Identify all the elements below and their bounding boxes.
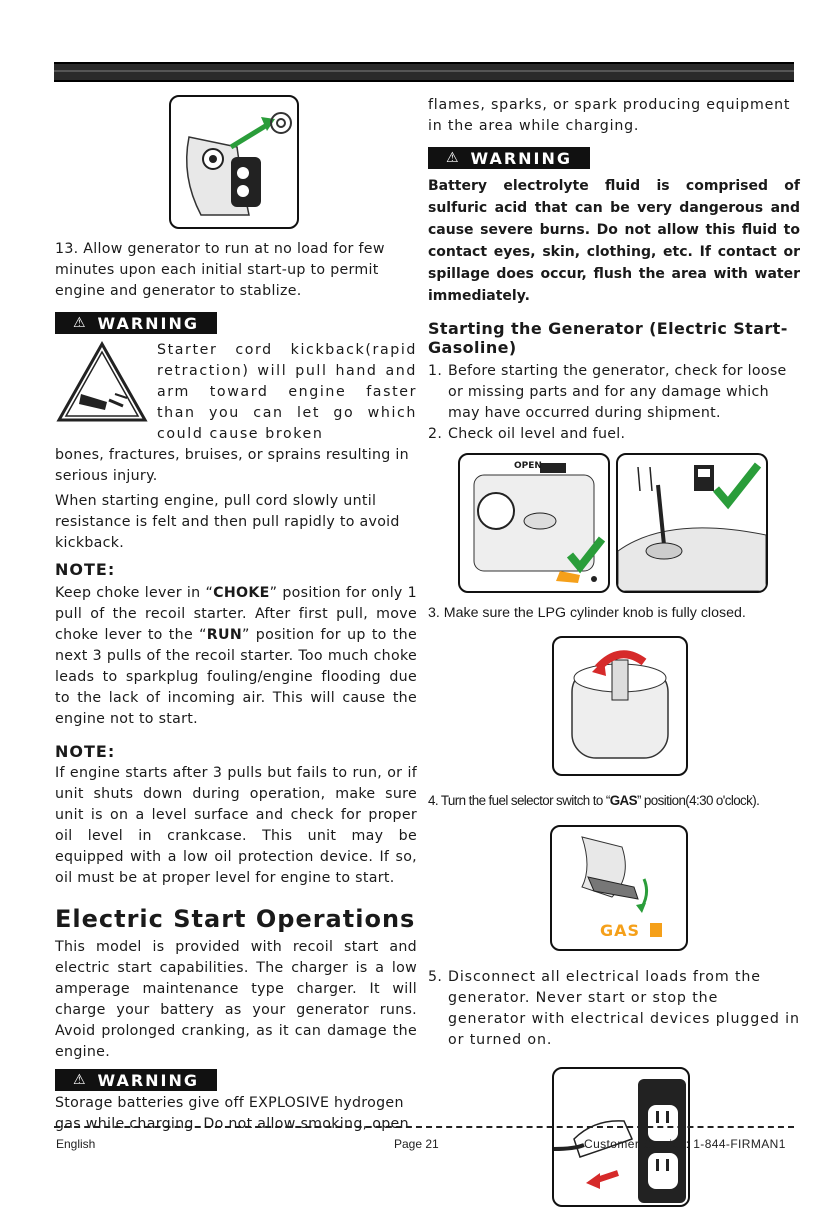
warning-triangle-icon: ⚠ bbox=[72, 315, 88, 331]
step-13-text: 13. Allow generator to run at no load for few minutes upon each initial start-up to permit engine and generator to stablize. bbox=[55, 241, 385, 299]
footer-customer-service: Customer Service: 1-844-FIRMAN1 bbox=[584, 1137, 786, 1151]
right-column bbox=[428, 95, 800, 1207]
step-2: 2. Check oil level and fuel. bbox=[428, 424, 800, 445]
recoil-start-illustration bbox=[171, 97, 297, 227]
oil-check-illustration bbox=[460, 455, 608, 591]
lpg-knob-illustration bbox=[554, 638, 686, 774]
starting-generator-heading: Starting the Generator (Electric Start-Gasoline) bbox=[428, 319, 788, 357]
step-5: 5. Disconnect all electrical loads from the generator. Never start or stop the generator with electrical devices plugged in or turned on. bbox=[428, 967, 800, 1051]
warning-triangle-icon: ⚠ bbox=[445, 150, 461, 166]
fuel-check-illustration bbox=[618, 455, 766, 591]
oil-fuel-figures bbox=[458, 453, 800, 593]
oil-check-figure bbox=[458, 453, 610, 593]
step-1-text: Before starting the generator, check for loose or missing parts and for any damage which may have occurred during shipment. bbox=[448, 363, 787, 421]
gas-label: GAS bbox=[600, 921, 641, 940]
kickback-text-continued: bones, fractures, bruises, or sprains resulting in serious injury. bbox=[55, 447, 409, 484]
step-4-text: 4. Turn the fuel selector switch to “GAS” position(4:30 o'clock). bbox=[428, 793, 760, 808]
note-1-text: Keep choke lever in “CHOKE” position for only 1 pull of the recoil starter. After first pull, move choke lever to the “RUN” position for up to the next 3 pulls of the recoil starter. Too much choke leads to sparkplug fouling/engine flooding due to the lack of incoming air. This will cause the engine not to start. bbox=[55, 585, 417, 727]
step-1: 1. Before starting the generator, check for loose or missing parts and for any damage which may have occurred during shipment. bbox=[428, 361, 800, 424]
step-2-text: Check oil level and fuel. bbox=[448, 426, 626, 442]
note-2-label: NOTE: bbox=[55, 742, 116, 761]
kickback-hazard-icon bbox=[55, 340, 149, 424]
open-label: OPEN bbox=[514, 461, 542, 471]
step-5-text: Disconnect all electrical loads from the generator. Never start or stop the generator with electrical devices plugged in or turned on. bbox=[448, 969, 800, 1048]
step-3-text: 3. Make sure the LPG cylinder knob is fully closed. bbox=[428, 605, 746, 621]
battery-warning-text: Battery electrolyte fluid is comprised of sulfuric acid that can be very dangerous and cause severe burns. Do not allow this fluid to contact eyes, skin, clothing, etc. If contact or spillage does occur, flush the area with water immediately. bbox=[428, 178, 800, 304]
choke-word: CHOKE bbox=[213, 585, 270, 601]
warning-badge bbox=[55, 312, 217, 334]
fuel-check-figure bbox=[616, 453, 768, 593]
note-2-text: If engine starts after 3 pulls but fails to run, or if unit shuts down during operation, make sure unit is on a level surface and check for proper oil level in crankcase. This unit may be equipped with a low oil protection device. If so, oil must be at proper level for engine to start. bbox=[55, 765, 417, 886]
kickback-warning bbox=[55, 340, 417, 445]
lpg-knob-figure bbox=[552, 636, 688, 776]
warning-label: WARNING bbox=[97, 1070, 200, 1090]
left-column bbox=[55, 95, 417, 1135]
footer-language: English bbox=[56, 1137, 96, 1151]
gas-word: GAS bbox=[609, 793, 637, 808]
footer-divider bbox=[54, 1126, 794, 1128]
recoil-start-figure bbox=[169, 95, 299, 229]
run-word: RUN bbox=[206, 627, 242, 643]
storage-batteries-text: Storage batteries give off EXPLOSIVE hydrogen gas while charging. Do not allow smoking, open bbox=[55, 1095, 409, 1132]
header-bar bbox=[54, 62, 794, 82]
electric-start-text: This model is provided with recoil start and electric start capabilities. The charger is a low amperage maintenance type charger. It will charge your battery as your generator runs. Avoid prolonged cranking, as it can damage the engine. bbox=[55, 939, 417, 1060]
electric-start-heading: Electric Start Operations bbox=[55, 905, 416, 933]
warning-label: WARNING bbox=[97, 313, 200, 333]
warning-label: WARNING bbox=[470, 148, 573, 168]
footer-page-number: Page 21 bbox=[394, 1137, 439, 1151]
kickback-text: Starter cord kickback(rapid retraction) will pull hand and arm toward engine faster than you can let go which could cause broken bbox=[157, 342, 417, 442]
warning-badge-2 bbox=[55, 1069, 217, 1091]
warning-triangle-icon: ⚠ bbox=[72, 1072, 88, 1088]
note-1-label: NOTE: bbox=[55, 560, 116, 579]
pull-cord-text: When starting engine, pull cord slowly until resistance is felt and then pull rapidly to avoid kickback. bbox=[55, 493, 400, 551]
warning-badge-3 bbox=[428, 147, 590, 169]
flames-text: flames, sparks, or spark producing equipment in the area while charging. bbox=[428, 97, 791, 134]
fuel-selector-figure bbox=[550, 825, 688, 951]
